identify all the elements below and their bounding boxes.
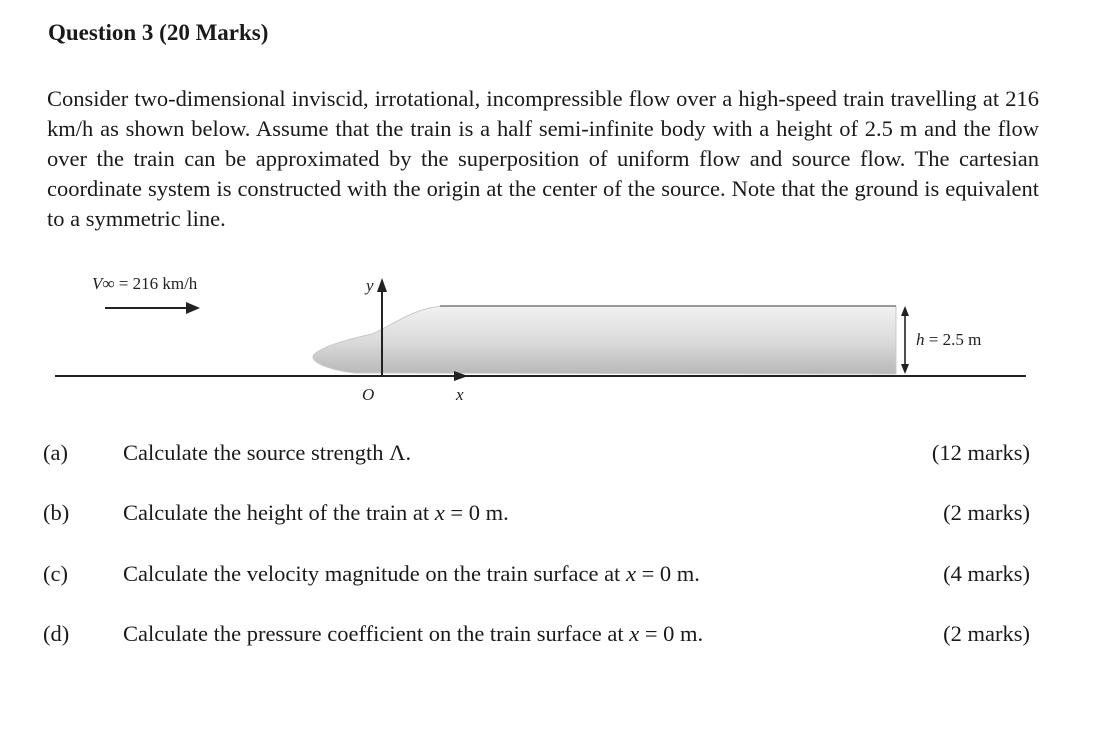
part-label: (a) xyxy=(43,440,68,465)
part-marks: (2 marks) xyxy=(943,500,1030,525)
height-arrow-top xyxy=(901,306,909,316)
part-label: (d) xyxy=(43,621,70,646)
part-text: Calculate the pressure coefficient on the train surface at x = 0 m. xyxy=(123,621,704,646)
height-label: h = 2.5 m xyxy=(916,330,982,349)
part-marks: (2 marks) xyxy=(943,621,1030,646)
part-b xyxy=(0,500,1112,534)
x-axis-label: x xyxy=(456,385,464,404)
velocity-label: V∞ = 216 km/h xyxy=(92,274,198,293)
train-flow-figure xyxy=(0,262,1112,412)
freestream-arrowhead xyxy=(186,302,200,314)
part-marks: (4 marks) xyxy=(943,561,1030,586)
origin-label: O xyxy=(362,385,375,404)
part-text: Calculate the height of the train at x = 0 m. xyxy=(123,500,509,525)
part-label: (c) xyxy=(43,561,68,586)
train-body xyxy=(313,306,896,374)
part-text: Calculate the velocity magnitude on the train surface at x = 0 m. xyxy=(123,561,700,586)
y-axis-arrowhead xyxy=(377,278,387,292)
part-c xyxy=(0,561,1112,595)
part-marks: (12 marks) xyxy=(931,440,1030,465)
y-axis-label: y xyxy=(366,276,374,295)
height-arrow-bottom xyxy=(901,364,909,374)
question-intro: Consider two-dimensional inviscid, irrotational, incompressible flow over a high-speed train travelling at 216 km/h as shown below. Assume that the train is a half semi-infinite body with a height of 2.5 m and the flow over the train can be approximated by the superposition of uniform flow and source flow. The cartesian coordinate system is constructed with the origin at the center of the source. Note that the ground is equivalent to a symmetric line. xyxy=(47,86,1039,231)
question-title: Question 3 (20 Marks) xyxy=(48,20,269,45)
part-a xyxy=(0,440,1112,474)
part-label: (b) xyxy=(43,500,70,525)
part-d xyxy=(0,621,1112,655)
part-text: Calculate the source strength Λ. xyxy=(123,440,412,465)
